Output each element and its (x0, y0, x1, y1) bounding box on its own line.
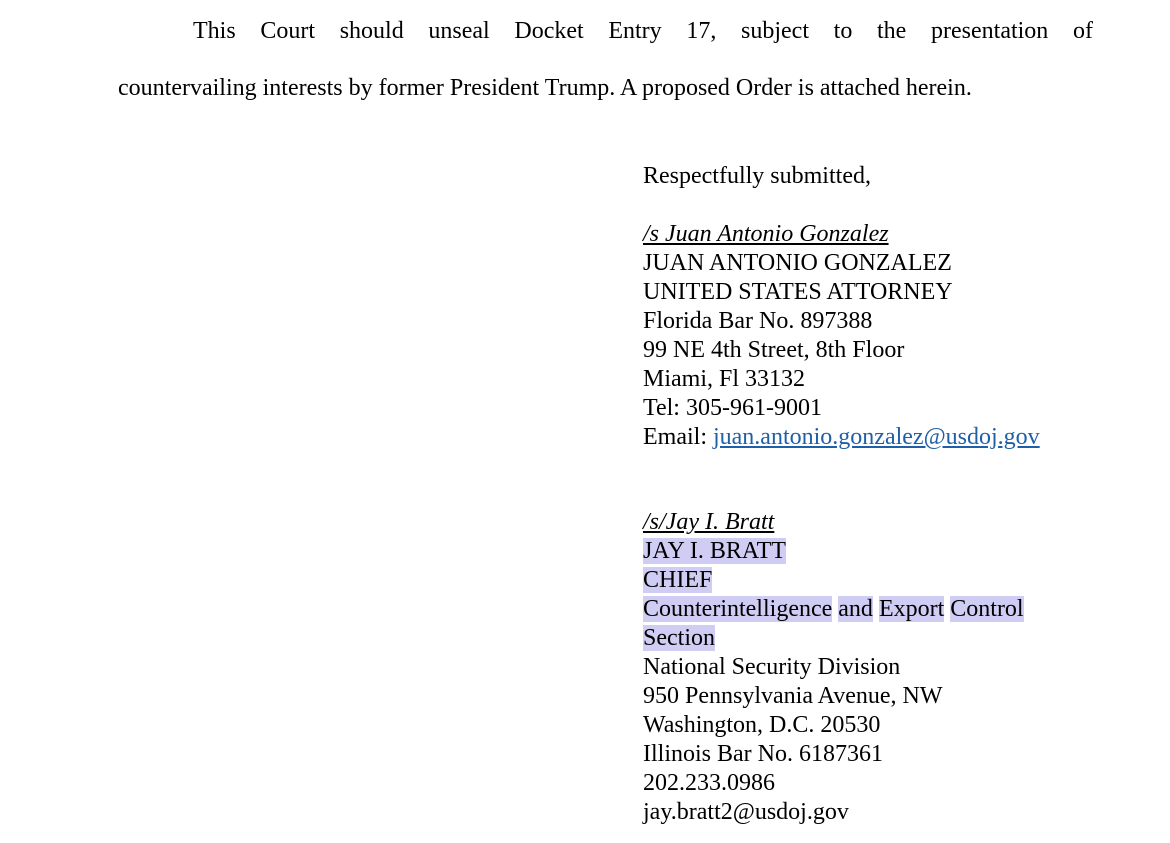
highlighted-word: and (838, 596, 873, 622)
signer-name: JUAN ANTONIO GONZALEZ (643, 250, 952, 276)
phone: 202.233.0986 (643, 770, 775, 796)
bar-number: Florida Bar No. 897388 (643, 308, 873, 334)
highlighted-text: CHIEF (643, 567, 713, 593)
section-line-1 (643, 595, 1093, 624)
paragraph-line-1 (193, 17, 1093, 45)
highlighted-word: Counterintelligence (643, 596, 833, 622)
word: 17, (686, 18, 717, 44)
email-label: Email: (643, 424, 713, 450)
electronic-signature: /s Juan Antonio Gonzalez (643, 221, 889, 247)
highlighted-word: Export (878, 596, 945, 622)
signer-title (643, 566, 1093, 595)
word: Docket (514, 18, 584, 44)
bar-number: Illinois Bar No. 6187361 (643, 741, 883, 767)
word: subject (741, 18, 809, 44)
word: the (877, 18, 907, 44)
word: should (339, 18, 404, 44)
address-line-2: Miami, Fl 33132 (643, 366, 806, 392)
address-line-2: Washington, D.C. 20530 (643, 712, 881, 738)
signer-name (643, 537, 1093, 566)
word: This (193, 18, 236, 44)
word: presentation (931, 18, 1049, 44)
email-line (643, 423, 1040, 452)
email-link[interactable]: juan.antonio.gonzalez@usdoj.gov (712, 424, 1040, 450)
signature-block-bratt (643, 508, 1093, 827)
word: Court (260, 18, 316, 44)
address-line-1: 99 NE 4th Street, 8th Floor (643, 337, 905, 363)
signature-block-gonzalez (643, 220, 1040, 452)
highlighted-text: Section (643, 625, 715, 651)
highlighted-text: JAY I. BRATT (643, 538, 786, 564)
highlighted-word: Control (950, 596, 1024, 622)
electronic-signature: /s/Jay I. Bratt (643, 509, 775, 535)
word: to (833, 18, 853, 44)
telephone: Tel: 305-961-9001 (643, 395, 822, 421)
word: of (1072, 18, 1093, 44)
closing-text: Respectfully submitted, (643, 163, 871, 189)
signer-title: UNITED STATES ATTORNEY (643, 279, 953, 305)
paragraph-line-2: countervailing interests by former President Trump. A proposed Order is attached herein. (118, 75, 972, 101)
section-line-2 (643, 624, 1093, 653)
word: unseal (428, 18, 490, 44)
email-text: jay.bratt2@usdoj.gov (643, 799, 849, 825)
division: National Security Division (643, 654, 901, 680)
address-line-1: 950 Pennsylvania Avenue, NW (643, 683, 943, 709)
word: Entry (608, 18, 662, 44)
